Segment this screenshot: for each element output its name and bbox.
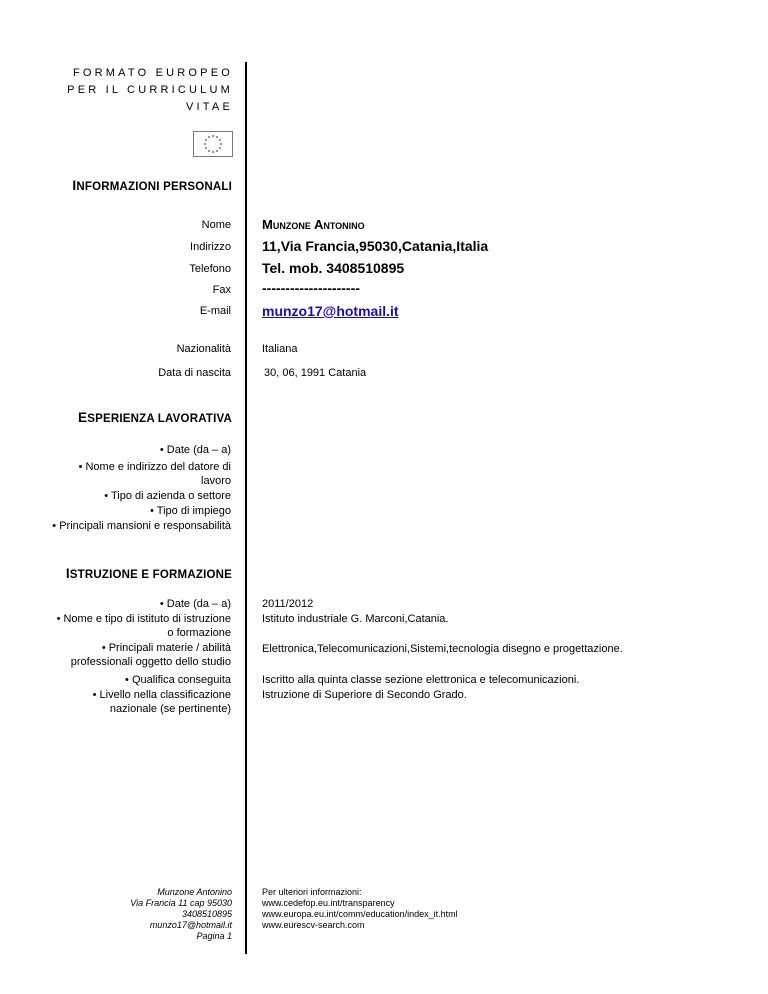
label-indirizzo: Indirizzo bbox=[190, 241, 231, 253]
footer-name: Munzone Antonino bbox=[157, 887, 232, 897]
section-title-initial: I bbox=[72, 178, 77, 193]
cv-title-text: PER IL CURRICULUM bbox=[67, 84, 233, 96]
edu-value-dates: 2011/2012 bbox=[262, 598, 314, 610]
edu-label-subjects-cont: professionali oggetto dello studio bbox=[70, 656, 231, 668]
footer-link-europa[interactable]: www.europa.eu.int/comm/education/index_it.html bbox=[262, 909, 458, 919]
value-indirizzo: 11,Via Francia,95030,Catania,Italia bbox=[262, 238, 489, 254]
footer-email: munzo17@hotmail.it bbox=[149, 920, 232, 930]
work-label-employer: • Nome e indirizzo del datore di bbox=[78, 461, 231, 473]
value-fax: --------------------- bbox=[262, 280, 360, 296]
label-data-nascita: Data di nascita bbox=[158, 367, 231, 379]
section-title-work bbox=[78, 410, 232, 425]
edu-label-institute-cont: o formazione bbox=[167, 627, 231, 639]
edu-label-level-cont: nazionale (se pertinente) bbox=[109, 703, 231, 715]
section-title-rest: NFORMAZIONI PERSONALI bbox=[76, 181, 232, 193]
label-nome: Nome bbox=[201, 219, 231, 231]
cv-title-line-1 bbox=[73, 65, 233, 82]
edu-label-level: • Livello nella classificazione bbox=[92, 689, 231, 701]
section-title-rest: SPERIENZA LAVORATIVA bbox=[87, 413, 232, 425]
cv-title-text: FORMATO EUROPEO bbox=[72, 67, 233, 79]
work-label-dates: • Date (da – a) bbox=[159, 444, 231, 456]
edu-label-qualification: • Qualifica conseguita bbox=[125, 674, 231, 686]
footer-right bbox=[262, 887, 458, 931]
cv-title-text: VITAE bbox=[186, 101, 233, 113]
edu-value-subjects: Elettronica,Telecomunicazioni,Sistemi,tecnologia disegno e progettazione. bbox=[262, 643, 623, 655]
edu-value-institute: Istituto industriale G. Marconi,Catania. bbox=[262, 613, 449, 625]
section-title-rest: STRUZIONE E FORMAZIONE bbox=[69, 569, 232, 581]
value-nome: Munzone Antonino bbox=[262, 217, 365, 232]
work-label-duties: • Principali mansioni e responsabilità bbox=[52, 520, 231, 532]
value-data-nascita: 30, 06, 1991 Catania bbox=[264, 367, 367, 379]
edu-label-institute: • Nome e tipo di istituto di istruzione bbox=[56, 613, 231, 625]
section-title-education bbox=[66, 566, 232, 581]
section-title-initial: E bbox=[78, 410, 88, 425]
cv-title-line-3 bbox=[186, 99, 233, 116]
footer-address: Via Francia 11 cap 95030 bbox=[130, 898, 232, 908]
section-title-initial: I bbox=[65, 566, 70, 581]
eu-stars-icon bbox=[194, 132, 232, 156]
eu-flag-icon bbox=[193, 131, 233, 157]
column-divider bbox=[245, 62, 247, 954]
value-nazionalita: Italiana bbox=[262, 343, 298, 355]
footer-link-eurescv[interactable]: www.eurescv-search.com bbox=[262, 920, 365, 930]
section-title-personal bbox=[72, 178, 232, 193]
edu-value-level: Istruzione di Superiore di Secondo Grado. bbox=[262, 689, 467, 701]
footer-info-heading: Per ulteriori informazioni: bbox=[262, 887, 362, 897]
footer-page-number: Pagina 1 bbox=[196, 931, 232, 941]
edu-label-subjects: • Principali materie / abilità bbox=[101, 642, 231, 654]
footer-phone: 3408510895 bbox=[181, 909, 232, 919]
label-fax: Fax bbox=[212, 284, 231, 296]
work-label-job-type: • Tipo di impiego bbox=[150, 505, 231, 517]
label-nazionalita: Nazionalità bbox=[176, 343, 231, 355]
cv-title-line-2 bbox=[67, 82, 233, 99]
label-email: E-mail bbox=[199, 305, 231, 317]
value-telefono: Tel. mob. 3408510895 bbox=[262, 260, 405, 276]
label-telefono: Telefono bbox=[189, 263, 231, 275]
work-label-sector: • Tipo di azienda o settore bbox=[104, 490, 231, 502]
footer-link-cedefop[interactable]: www.cedefop.eu.int/transparency bbox=[262, 898, 395, 908]
footer-left bbox=[130, 887, 232, 942]
work-label-employer-cont: lavoro bbox=[201, 475, 231, 487]
edu-label-dates: • Date (da – a) bbox=[159, 598, 231, 610]
edu-value-qualification: Iscritto alla quinta classe sezione elettronica e telecomunicazioni. bbox=[262, 674, 580, 686]
value-email-link[interactable]: munzo17@hotmail.it bbox=[262, 303, 399, 319]
